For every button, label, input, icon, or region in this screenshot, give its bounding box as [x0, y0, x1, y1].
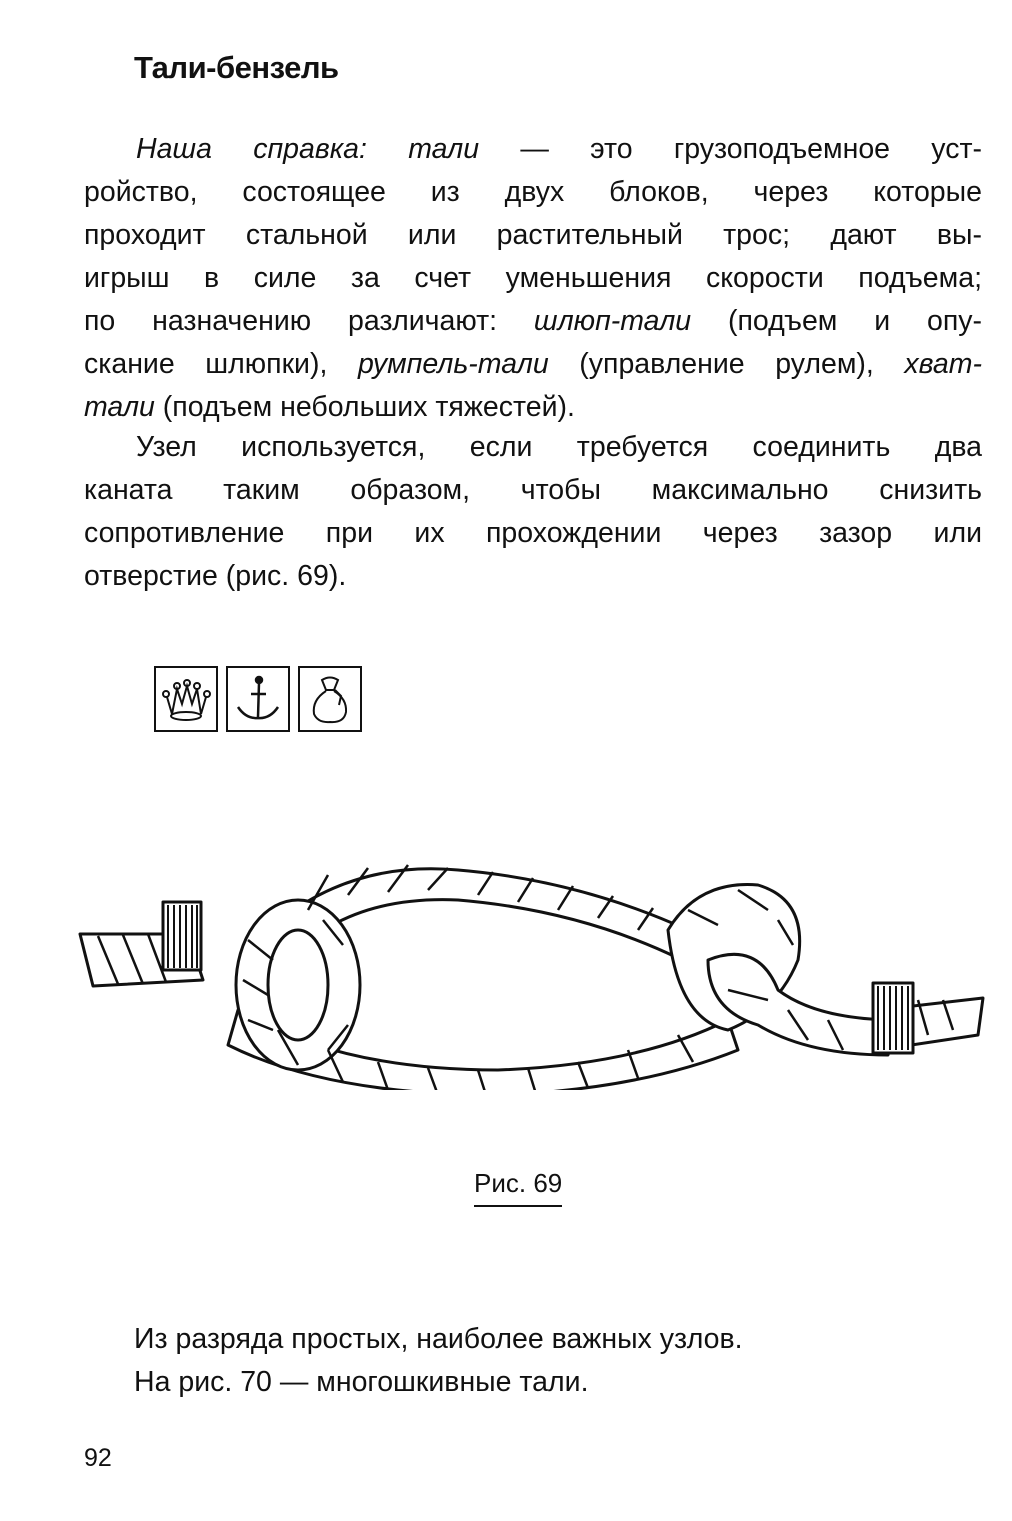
text: по назначению различают: — [84, 305, 534, 337]
italic-text: румпель-тали — [357, 348, 549, 380]
para-line: каната таким образом, чтобы максимально снизить — [84, 474, 982, 506]
text: (подъем небольших тяжестей). — [154, 391, 575, 423]
knot-illustration — [78, 850, 988, 1090]
para-line: отверстие (рис. 69). — [84, 560, 347, 592]
reference-paragraph — [84, 128, 982, 429]
para-line: сопротивление при их прохождении через зазор или — [84, 517, 982, 549]
italic-text: шлюп-тали — [533, 305, 692, 337]
para-line — [84, 300, 982, 343]
italic-text: Наша справка: тали — [136, 133, 480, 165]
text: игрыш в силе за счет уменьшения скорости подъема; — [84, 262, 982, 294]
text: проходит стальной или растительный трос; дают вы- — [84, 219, 982, 251]
footer-line: На рис. 70 — многошкивные тали. — [134, 1366, 589, 1398]
para-line: Узел используется, если требуется соединить два — [136, 431, 982, 463]
para-line — [84, 257, 982, 300]
page-number: 92 — [84, 1444, 112, 1472]
text: скание шлюпки), — [84, 348, 358, 380]
text: ройство, состоящее из двух блоков, через которые — [84, 176, 982, 208]
crown-icon — [154, 666, 218, 732]
para-line — [84, 386, 982, 429]
text: — это грузоподъемное уст- — [479, 133, 983, 165]
figure-caption: Рис. 69 — [474, 1168, 562, 1207]
text: (подъем и опу- — [691, 305, 982, 337]
usage-paragraph — [84, 426, 982, 598]
sack-icon — [298, 666, 362, 732]
anchor-icon — [226, 666, 290, 732]
para-line — [84, 214, 982, 257]
para-line — [84, 171, 982, 214]
footer-text — [134, 1318, 743, 1404]
text: (управление рулем), — [548, 348, 905, 380]
italic-text: тали — [84, 391, 155, 423]
italic-text: хват- — [904, 348, 983, 380]
section-title: Тали-бензель — [134, 50, 339, 85]
para-line — [84, 343, 982, 386]
para-line — [84, 128, 982, 171]
rating-icons — [154, 666, 362, 732]
footer-line: Из разряда простых, наиболее важных узлов. — [134, 1323, 743, 1355]
